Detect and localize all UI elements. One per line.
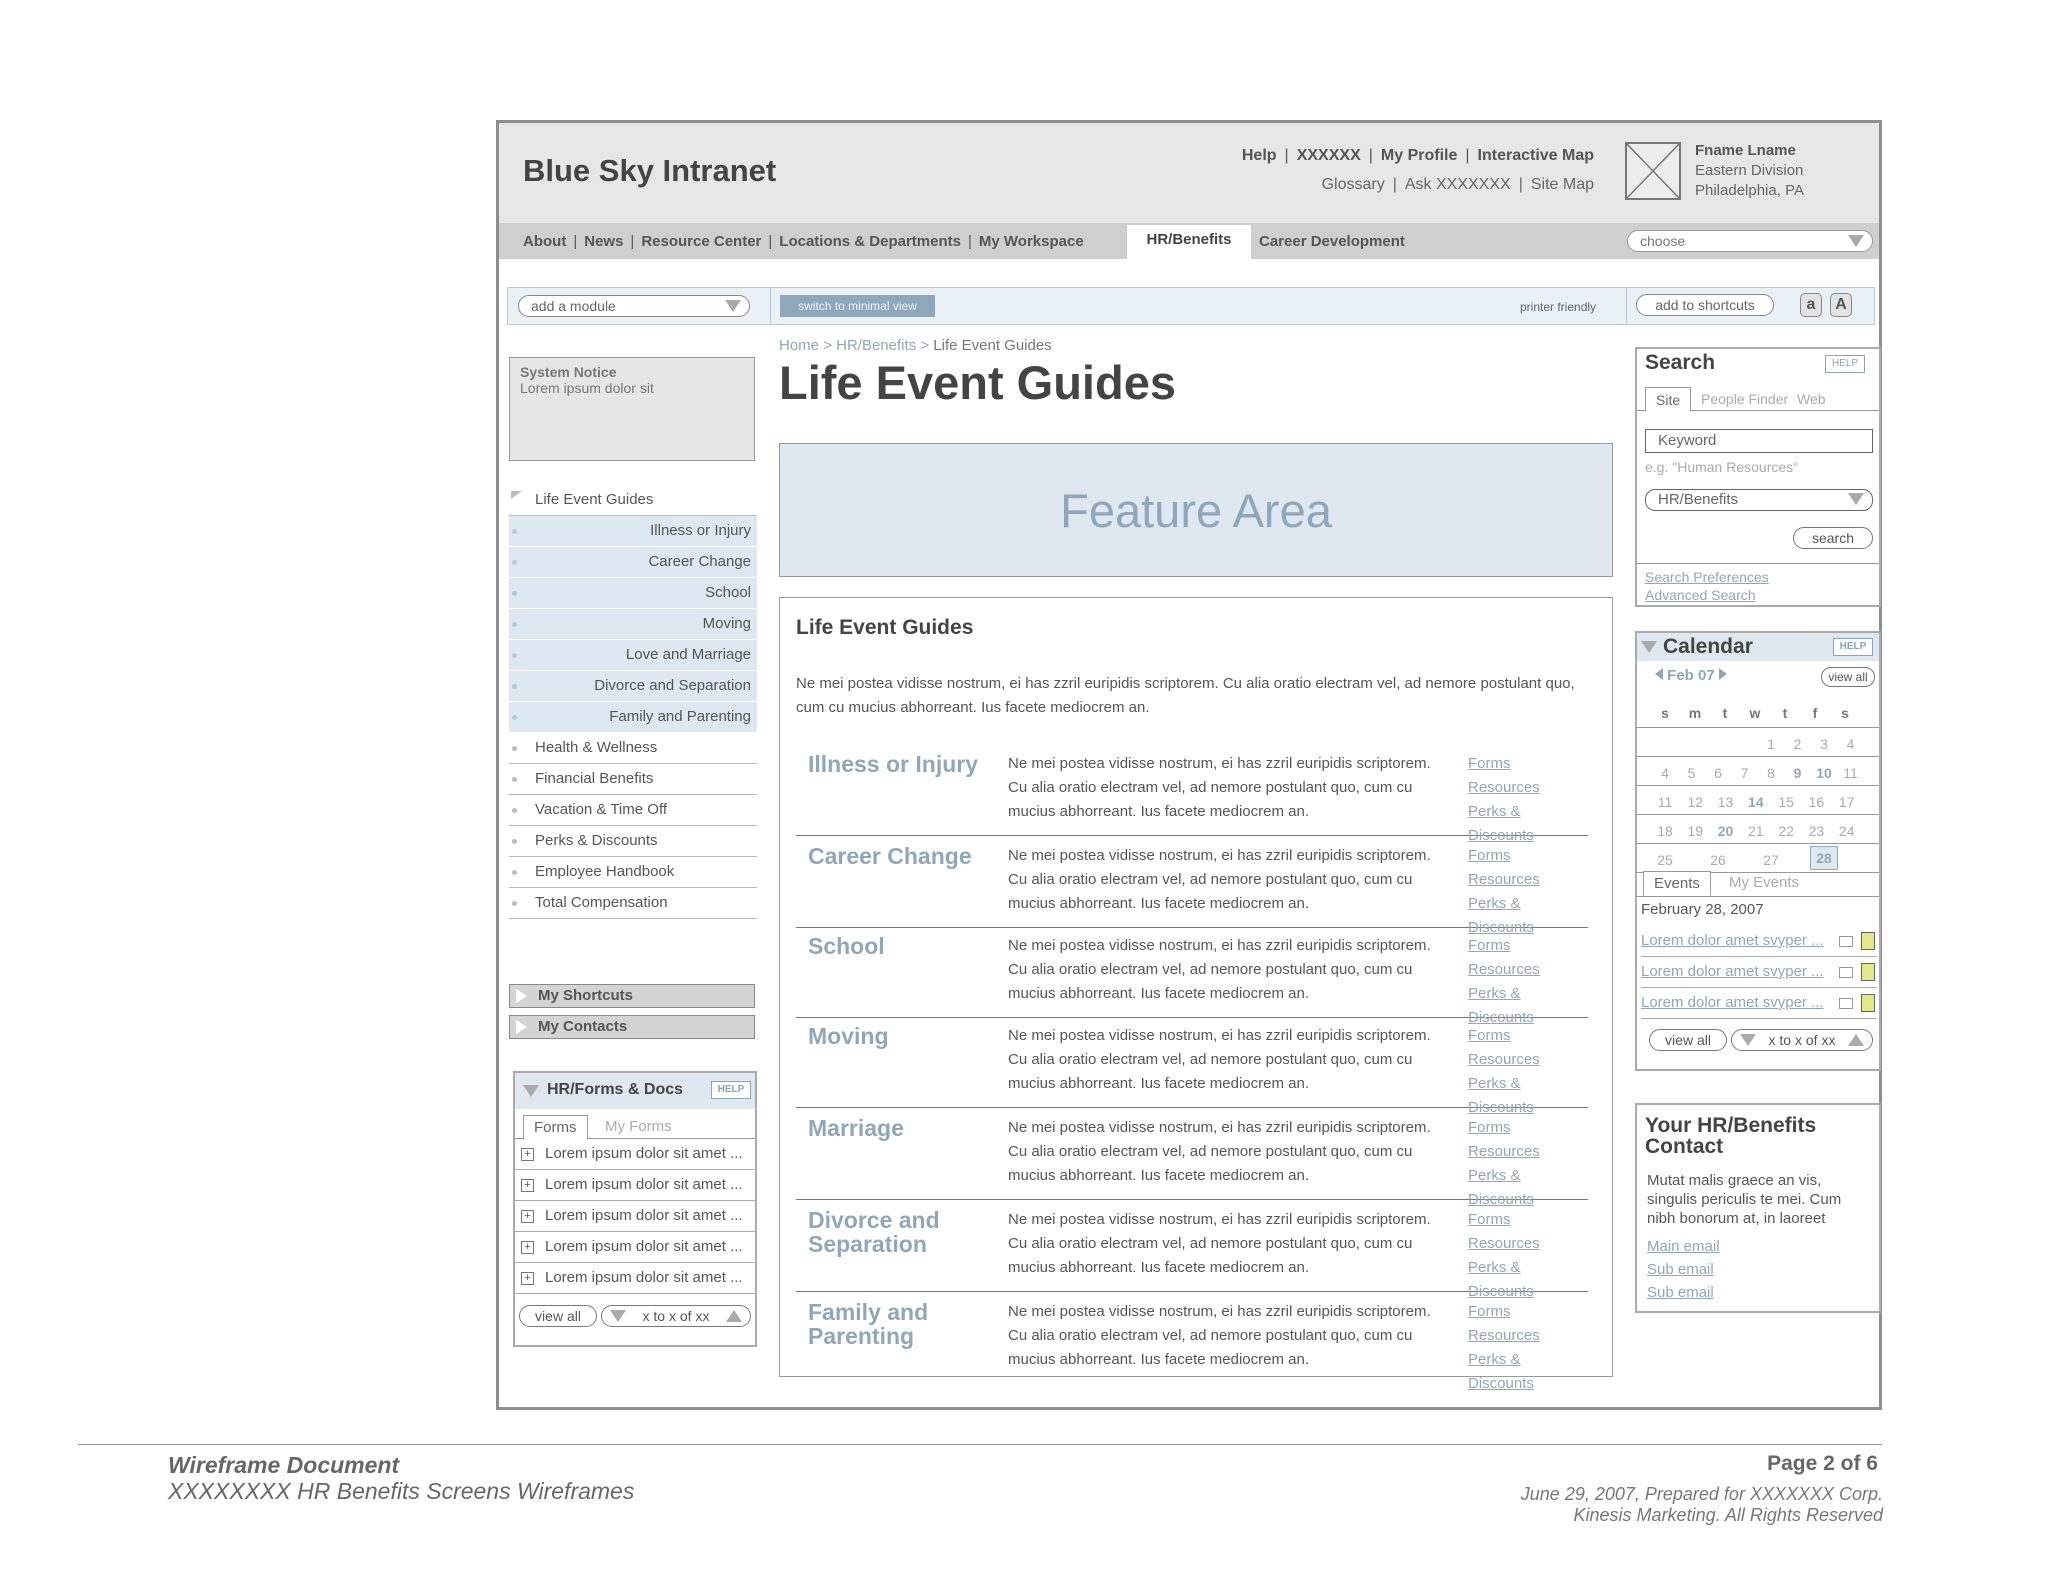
calendar-day[interactable]: 2: [1793, 736, 1802, 752]
guide-text: Ne mei postea vidisse nostrum, ei has zzril euripidis scriptorem. Cu alia oratio electram vel, ad nemore postulant quo, cum cu mucius abhorreant. Ius facete mediocrem an.: [1008, 1211, 1431, 1276]
perks-link[interactable]: Perks & Discounts: [1468, 895, 1534, 936]
footer-divider: [78, 1444, 1882, 1445]
guide-title[interactable]: Moving: [808, 1023, 889, 1049]
contact-title: Your HR/Benefits Contact: [1645, 1114, 1817, 1158]
left-nav-compensation[interactable]: [509, 888, 757, 919]
font-small-button[interactable]: a: [1800, 293, 1822, 317]
user-division: Eastern Division: [1695, 162, 1804, 179]
bullet-icon: [512, 839, 517, 844]
resources-link[interactable]: Resources: [1468, 1235, 1540, 1252]
resources-link[interactable]: Resources: [1468, 1327, 1540, 1344]
left-nav-label: School: [705, 584, 751, 601]
site-map-link[interactable]: Site Map: [1530, 176, 1594, 193]
guide-title[interactable]: Divorce and Separation: [808, 1207, 940, 1257]
tab-people-finder[interactable]: People Finder: [1701, 391, 1789, 407]
footer-rights: Kinesis Marketing. All Rights Reserved: [1573, 1505, 1883, 1525]
user-location: Philadelphia, PA: [1695, 182, 1804, 199]
glossary-link[interactable]: Glossary: [1321, 176, 1385, 193]
guide-row: [796, 926, 1588, 1026]
calendar-title: Calendar: [1663, 635, 1753, 658]
perks-link[interactable]: Perks & Discounts: [1468, 1351, 1534, 1392]
form-label: Lorem ipsum dolor sit amet ...: [545, 1176, 743, 1193]
search-preferences-link[interactable]: Search Preferences: [1645, 569, 1769, 585]
divider: [1626, 288, 1627, 324]
document-icon[interactable]: [1861, 932, 1875, 950]
left-nav-health[interactable]: [509, 733, 757, 764]
guide-text: Ne mei postea vidisse nostrum, ei has zzril euripidis scriptorem. Cu alia oratio electram vel, ad nemore postulant quo, cum cu mucius abhorreant. Ius facete mediocrem an.: [1008, 937, 1431, 1002]
sub-email-link[interactable]: Sub email: [1647, 1261, 1714, 1278]
left-nav: [509, 485, 757, 919]
left-nav-family[interactable]: [509, 702, 757, 733]
calendar-view-all-button[interactable]: view all: [1821, 667, 1875, 687]
guide-title[interactable]: Illness or Injury: [808, 751, 978, 777]
chevron-down-icon: [1848, 235, 1864, 247]
my-profile-link[interactable]: My Profile: [1380, 147, 1458, 164]
calendar-header: [1637, 633, 1879, 661]
bullet-icon: [512, 684, 517, 689]
month-nav: [1655, 667, 1727, 684]
user-info: [1695, 141, 1804, 201]
form-row[interactable]: [515, 1139, 755, 1170]
envelope-icon[interactable]: [1839, 998, 1853, 1009]
document-icon[interactable]: [1861, 994, 1875, 1012]
tab-web[interactable]: Web: [1797, 391, 1826, 407]
hr-forms-module: [513, 1071, 757, 1347]
site-header: [499, 123, 1879, 223]
breadcrumb-section[interactable]: HR/Benefits: [836, 337, 917, 354]
user-name: Fname Lname: [1695, 142, 1796, 159]
forms-link[interactable]: Forms: [1468, 1303, 1511, 1320]
expand-icon[interactable]: +: [521, 1210, 534, 1223]
choose-value: choose: [1640, 233, 1686, 249]
guides-title: Life Event Guides: [796, 616, 974, 639]
help-button[interactable]: HELP: [1833, 638, 1873, 656]
tab-my-forms[interactable]: My Forms: [605, 1118, 672, 1135]
bullet-icon: [512, 622, 517, 627]
life-event-guides-panel: [779, 597, 1613, 1392]
divider: [1637, 563, 1879, 564]
choose-select[interactable]: [1627, 230, 1873, 252]
week-row: [1637, 728, 1879, 757]
left-nav-divorce[interactable]: [509, 671, 757, 702]
resources-link[interactable]: Resources: [1468, 779, 1540, 796]
expand-icon[interactable]: +: [521, 1272, 534, 1285]
resources-link[interactable]: Resources: [1468, 961, 1540, 978]
guide-title[interactable]: Career Change: [808, 843, 972, 869]
prev-month-icon[interactable]: [1655, 668, 1663, 680]
tab-events[interactable]: Events: [1643, 871, 1711, 896]
sub-email-link[interactable]: Sub email: [1647, 1284, 1714, 1301]
guide-row: [796, 1108, 1588, 1208]
footer-date: June 29, 2007, Prepared for XXXXXXX Corp.: [1520, 1484, 1883, 1504]
left-nav-moving[interactable]: [509, 609, 757, 640]
perks-link[interactable]: Perks & Discounts: [1468, 803, 1534, 844]
nav-career-development[interactable]: Career Development: [1259, 233, 1405, 250]
calendar-day[interactable]: 15: [1778, 794, 1794, 810]
main-nav: About | News | Resource Center | Locations & Departments | My Workspace HR/Benefits Career Development: [499, 223, 1879, 259]
guide-row: [796, 744, 1588, 844]
calendar-day[interactable]: 4: [1661, 765, 1669, 781]
minimal-view-button[interactable]: switch to minimal view: [780, 295, 935, 317]
bullet-icon: [512, 529, 517, 534]
calendar-module: [1635, 631, 1881, 1071]
calendar-day[interactable]: 20: [1717, 823, 1734, 839]
left-nav-label: Employee Handbook: [535, 863, 675, 880]
search-tabs: [1637, 385, 1879, 411]
calendar-day[interactable]: 11: [1843, 765, 1858, 781]
interactive-map-link[interactable]: Interactive Map: [1477, 147, 1594, 164]
bullet-icon: [512, 560, 517, 565]
search-module: [1635, 347, 1881, 607]
add-module-label: add a module: [531, 298, 616, 314]
left-nav-vacation[interactable]: [509, 795, 757, 826]
bullet-icon: [512, 870, 517, 875]
guide-text: Ne mei postea vidisse nostrum, ei has zzril euripidis scriptorem. Cu alia oratio electram vel, ad nemore postulant quo, cum cu mucius abhorreant. Ius facete mediocrem an.: [1008, 1119, 1431, 1184]
left-nav-label: Financial Benefits: [535, 770, 654, 787]
page-toolbar: [507, 287, 1875, 325]
calendar-day[interactable]: 6: [1714, 765, 1722, 781]
nav-about[interactable]: About: [523, 233, 567, 250]
left-nav-label: Vacation & Time Off: [535, 801, 668, 818]
triangle-right-icon: [516, 1020, 527, 1034]
tab-forms[interactable]: Forms: [523, 1115, 588, 1140]
left-nav-school[interactable]: [509, 578, 757, 609]
search-scope-select[interactable]: [1645, 489, 1873, 511]
calendar-day[interactable]: 14: [1748, 794, 1764, 810]
secondary-links: Glossary | Ask XXXXXXX | Site Map: [1321, 176, 1594, 193]
calendar-day[interactable]: 10: [1816, 765, 1832, 781]
view-all-button[interactable]: view all: [519, 1305, 597, 1327]
event-tabs: [1637, 869, 1879, 897]
calendar-day[interactable]: 5: [1687, 765, 1696, 781]
breadcrumb-current: Life Event Guides: [933, 337, 1052, 354]
document-icon[interactable]: [1861, 963, 1875, 981]
feature-area[interactable]: Feature Area: [779, 443, 1613, 577]
calendar-day[interactable]: 26: [1710, 852, 1726, 868]
form-row[interactable]: [515, 1170, 755, 1201]
search-hint: e.g. "Human Resources": [1645, 459, 1799, 475]
breadcrumb: [779, 337, 1052, 354]
perks-link[interactable]: Perks & Discounts: [1468, 1075, 1534, 1116]
events-view-all-button[interactable]: view all: [1649, 1029, 1727, 1051]
footer-doc-subtitle: XXXXXXXX HR Benefits Screens Wireframes: [168, 1478, 635, 1504]
my-contacts-toggle[interactable]: [509, 1015, 755, 1039]
add-module-select[interactable]: [518, 295, 750, 317]
guide-row: [796, 1292, 1588, 1392]
expand-icon[interactable]: +: [521, 1148, 534, 1161]
calendar-day[interactable]: 22: [1778, 823, 1794, 839]
calendar-weeks: [1637, 728, 1879, 873]
avatar: [1625, 142, 1681, 200]
bullet-icon: [512, 746, 517, 751]
font-large-button[interactable]: A: [1830, 293, 1852, 317]
guide-row: [796, 1200, 1588, 1300]
expand-icon[interactable]: +: [521, 1241, 534, 1254]
prev-icon[interactable]: [610, 1310, 626, 1322]
calendar-day[interactable]: 16: [1808, 794, 1825, 810]
left-nav-illness[interactable]: [509, 516, 757, 547]
hr-forms-tabs: [515, 1109, 755, 1139]
guide-title[interactable]: School: [808, 933, 885, 959]
event-item[interactable]: [1641, 927, 1877, 957]
xxxxxx-link[interactable]: XXXXXX: [1296, 147, 1361, 164]
notice-text: Lorem ipsum dolor sit: [520, 380, 654, 396]
chevron-down-icon: [725, 300, 741, 312]
calendar-grid: [1637, 699, 1879, 873]
calendar-day[interactable]: 8: [1767, 765, 1775, 781]
flag-icon: [511, 491, 522, 499]
envelope-icon[interactable]: [1839, 967, 1853, 978]
nav-news[interactable]: News: [584, 233, 624, 250]
wireframe-frame: [496, 120, 1882, 1410]
form-label: Lorem ipsum dolor sit amet ...: [545, 1238, 743, 1255]
weekday-row: [1637, 699, 1879, 728]
guide-text: Ne mei postea vidisse nostrum, ei has zzril euripidis scriptorem. Cu alia oratio electram vel, ad nemore postulant quo, cum cu mucius abhorreant. Ius facete mediocrem an.: [1008, 755, 1431, 820]
pager-control[interactable]: [601, 1305, 751, 1327]
bullet-icon: [512, 653, 517, 658]
nav-my-workspace[interactable]: My Workspace: [978, 233, 1084, 250]
form-row[interactable]: [515, 1263, 755, 1294]
event-link[interactable]: Lorem dolor amet svyper ...: [1641, 932, 1824, 949]
search-button[interactable]: search: [1793, 527, 1873, 549]
guide-row: [796, 1016, 1588, 1116]
forms-link[interactable]: Forms: [1468, 1211, 1511, 1228]
forms-link[interactable]: Forms: [1468, 847, 1511, 864]
resources-link[interactable]: Resources: [1468, 871, 1540, 888]
footer-doc-title: Wireframe Document: [168, 1452, 400, 1478]
search-title: Search: [1645, 351, 1716, 374]
weekday-label: s: [1661, 705, 1669, 721]
form-label: Lorem ipsum dolor sit amet ...: [545, 1269, 743, 1286]
search-input[interactable]: Keyword: [1645, 429, 1873, 453]
event-date: February 28, 2007: [1641, 901, 1764, 918]
forms-link[interactable]: Forms: [1468, 1119, 1511, 1136]
breadcrumb-home[interactable]: Home: [779, 337, 820, 354]
left-nav-love-marriage[interactable]: [509, 640, 757, 671]
my-shortcuts-toggle[interactable]: [509, 984, 755, 1008]
left-nav-perks[interactable]: [509, 826, 757, 857]
left-nav-label: Total Compensation: [535, 894, 668, 911]
calendar-day[interactable]: 4: [1846, 736, 1855, 752]
perks-link[interactable]: Perks & Discounts: [1468, 1167, 1534, 1208]
left-nav-label: Moving: [702, 615, 751, 632]
tab-my-events[interactable]: My Events: [1729, 874, 1800, 891]
left-nav-label: Life Event Guides: [535, 491, 654, 508]
divider: [770, 288, 771, 324]
contact-text: Mutat malis graece an vis, singulis periculis te mei. Cum nibh bonorum at, in laoreet: [1647, 1172, 1842, 1227]
forms-link[interactable]: Forms: [1468, 1027, 1511, 1044]
left-nav-label: Illness or Injury: [650, 522, 751, 539]
week-row: [1637, 815, 1879, 844]
calendar-day[interactable]: 17: [1838, 794, 1855, 810]
event-link[interactable]: Lorem dolor amet svyper ...: [1641, 994, 1824, 1011]
nav-locations[interactable]: Locations & Departments: [779, 233, 961, 250]
resources-link[interactable]: Resources: [1468, 1051, 1540, 1068]
forms-link[interactable]: Forms: [1468, 937, 1511, 954]
form-row[interactable]: [515, 1201, 755, 1232]
breadcrumb-sep: >: [823, 337, 832, 354]
hr-forms-title: HR/Forms & Docs: [547, 1081, 684, 1098]
calendar-day[interactable]: 21: [1748, 823, 1764, 839]
add-to-shortcuts-button[interactable]: add to shortcuts: [1636, 294, 1774, 316]
utility-links: Help | XXXXXX | My Profile | Interactive Map: [1241, 147, 1594, 164]
my-shortcuts-label: My Shortcuts: [538, 987, 634, 1004]
weekday-label: w: [1749, 705, 1761, 721]
month-label: Feb 07: [1667, 667, 1715, 684]
left-nav-label: Love and Marriage: [625, 646, 751, 663]
left-nav-label: Family and Parenting: [609, 708, 751, 725]
pager-label: x to x of xx: [1768, 1032, 1836, 1048]
calendar-day[interactable]: 24: [1838, 823, 1855, 839]
calendar-day[interactable]: 1: [1767, 736, 1775, 752]
calendar-day[interactable]: 12: [1687, 794, 1704, 810]
nav-resource-center[interactable]: Resource Center: [641, 233, 762, 250]
next-icon[interactable]: [726, 1310, 742, 1322]
weekday-label: t: [1782, 705, 1788, 721]
week-row: [1637, 757, 1879, 786]
help-button[interactable]: HELP: [1825, 355, 1865, 373]
envelope-icon[interactable]: [1839, 936, 1853, 947]
bullet-icon: [512, 901, 517, 906]
left-nav-label: Career Change: [648, 553, 751, 570]
calendar-day[interactable]: 28: [1810, 846, 1838, 870]
page-title: Life Event Guides: [779, 356, 1176, 409]
form-row[interactable]: [515, 1232, 755, 1263]
left-nav-label: Divorce and Separation: [594, 677, 751, 694]
calendar-day[interactable]: 19: [1687, 823, 1704, 839]
calendar-day[interactable]: 7: [1740, 765, 1749, 781]
forms-link[interactable]: Forms: [1468, 755, 1511, 772]
left-nav-life-event-guides[interactable]: [509, 485, 757, 516]
guide-title[interactable]: Marriage: [808, 1115, 904, 1141]
footer-credits: [1521, 1484, 1883, 1526]
main-email-link[interactable]: Main email: [1647, 1238, 1720, 1255]
my-contacts-label: My Contacts: [538, 1018, 628, 1035]
collapse-icon[interactable]: [523, 1085, 539, 1097]
left-nav-label: Health & Wellness: [535, 739, 658, 756]
perks-link[interactable]: Perks & Discounts: [1468, 985, 1534, 1026]
resources-link[interactable]: Resources: [1468, 1143, 1540, 1160]
calendar-day[interactable]: 27: [1763, 852, 1779, 868]
bullet-icon: [512, 715, 517, 720]
event-item[interactable]: [1641, 958, 1877, 988]
ask-link[interactable]: Ask XXXXXXX: [1404, 176, 1511, 193]
left-nav-career-change[interactable]: [509, 547, 757, 578]
calendar-day[interactable]: 13: [1717, 794, 1734, 810]
perks-link[interactable]: Perks & Discounts: [1468, 1259, 1534, 1300]
chevron-down-icon: [1848, 493, 1864, 505]
bullet-icon: [512, 591, 517, 596]
left-nav-handbook[interactable]: [509, 857, 757, 888]
calendar-day[interactable]: 23: [1808, 823, 1825, 839]
calendar-day[interactable]: 3: [1820, 736, 1828, 752]
event-item[interactable]: [1641, 989, 1877, 1019]
triangle-right-icon: [516, 989, 527, 1003]
next-month-icon[interactable]: [1719, 668, 1727, 680]
left-nav-label: Perks & Discounts: [535, 832, 658, 849]
weekday-label: f: [1812, 705, 1818, 721]
weekday-label: t: [1722, 705, 1728, 721]
search-scope-value: HR/Benefits: [1658, 491, 1739, 508]
calendar-day[interactable]: 11: [1657, 794, 1673, 810]
advanced-search-link[interactable]: Advanced Search: [1645, 587, 1756, 603]
system-notice: [509, 357, 755, 461]
calendar-day[interactable]: 25: [1657, 852, 1673, 868]
hr-forms-header: [515, 1073, 755, 1109]
guide-text: Ne mei postea vidisse nostrum, ei has zzril euripidis scriptorem. Cu alia oratio electram vel, ad nemore postulant quo, cum cu mucius abhorreant. Ius facete mediocrem an.: [1008, 1303, 1431, 1368]
form-label: Lorem ipsum dolor sit amet ...: [545, 1145, 743, 1162]
printer-friendly-link[interactable]: printer friendly: [1520, 300, 1597, 314]
help-button[interactable]: HELP: [711, 1081, 751, 1099]
notice-title: System Notice: [520, 364, 617, 380]
tab-site[interactable]: Site: [1645, 387, 1691, 412]
event-link[interactable]: Lorem dolor amet svyper ...: [1641, 963, 1824, 980]
calendar-day[interactable]: 18: [1657, 823, 1673, 839]
guide-row: [796, 836, 1588, 936]
prev-icon[interactable]: [1740, 1034, 1756, 1046]
site-title[interactable]: Blue Sky Intranet: [523, 153, 777, 188]
guide-title[interactable]: Family and Parenting: [808, 1299, 929, 1349]
next-icon[interactable]: [1848, 1034, 1864, 1046]
footer-page-number: Page 2 of 6: [1767, 1452, 1878, 1475]
guides-intro: Ne mei postea vidisse nostrum, ei has zzril euripidis scriptorem. Cu alia oratio electram vel, ad nemore postulant quo, cum cu mucius abhorreant. Ius facete mediocrem an.: [796, 675, 1575, 716]
week-row: [1637, 786, 1879, 815]
events-pager[interactable]: [1731, 1029, 1873, 1051]
pager-label: x to x of xx: [642, 1308, 710, 1324]
weekday-label: m: [1688, 705, 1702, 721]
expand-icon[interactable]: +: [521, 1179, 534, 1192]
bullet-icon: [512, 808, 517, 813]
nav-hr-benefits[interactable]: HR/Benefits: [1127, 225, 1251, 259]
hr-contact-module: [1635, 1103, 1881, 1313]
help-link[interactable]: Help: [1241, 147, 1277, 164]
calendar-day[interactable]: 9: [1793, 765, 1802, 781]
weekday-label: s: [1841, 705, 1849, 721]
guide-text: Ne mei postea vidisse nostrum, ei has zzril euripidis scriptorem. Cu alia oratio electram vel, ad nemore postulant quo, cum cu mucius abhorreant. Ius facete mediocrem an.: [1008, 1027, 1431, 1092]
form-label: Lorem ipsum dolor sit amet ...: [545, 1207, 743, 1224]
guide-text: Ne mei postea vidisse nostrum, ei has zzril euripidis scriptorem. Cu alia oratio electram vel, ad nemore postulant quo, cum cu mucius abhorreant. Ius facete mediocrem an.: [1008, 847, 1431, 912]
bullet-icon: [512, 777, 517, 782]
breadcrumb-sep: >: [920, 337, 930, 354]
left-nav-financial[interactable]: [509, 764, 757, 795]
collapse-icon[interactable]: [1641, 641, 1657, 653]
